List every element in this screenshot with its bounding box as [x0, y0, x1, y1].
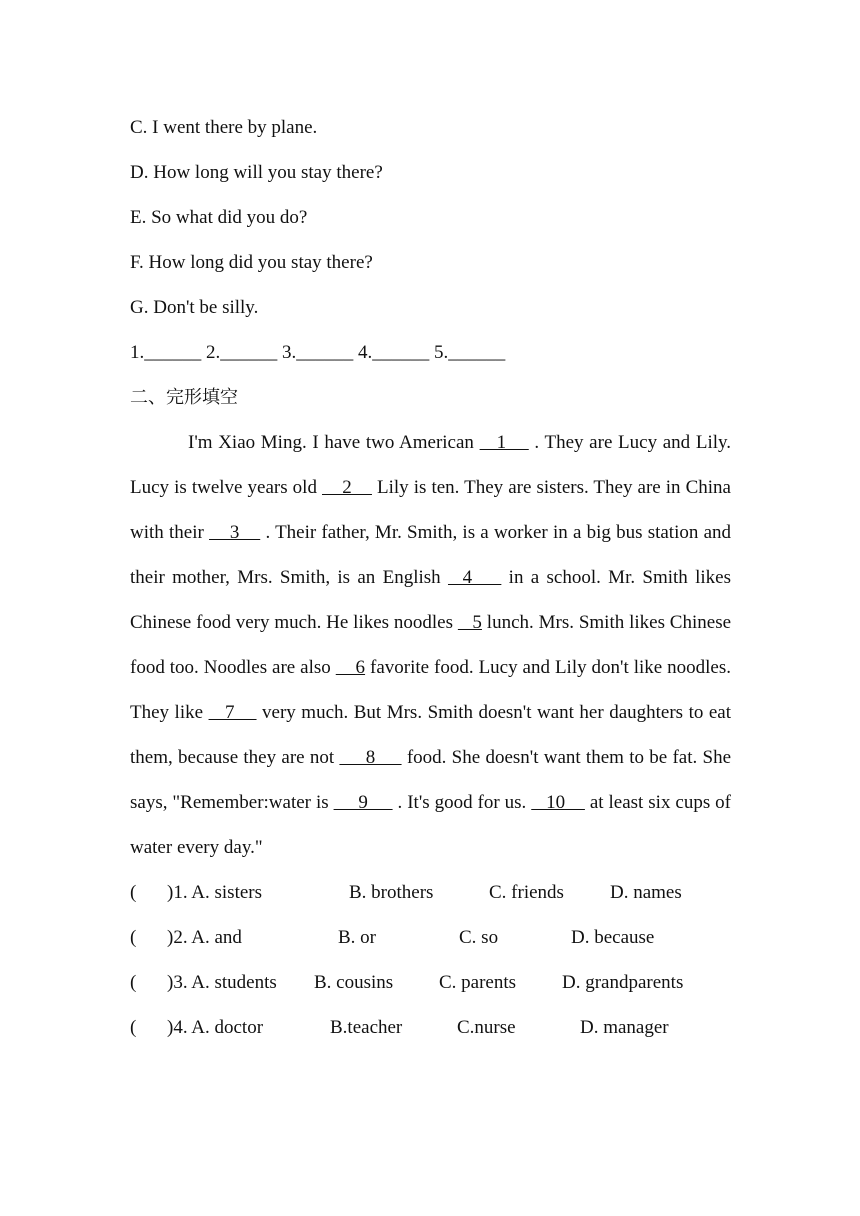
- passage-text: . Their father, Mr. Smith, is a worker in a big bus station and their mother, Mrs. Smith, is an English: [130, 522, 732, 588]
- question-option-c: C.nurse: [457, 1017, 516, 1038]
- blank-2: 2: [322, 477, 372, 498]
- question-option-c: C. so: [459, 927, 499, 948]
- question-option-c: C. parents: [439, 972, 517, 993]
- question-row: [130, 1005, 731, 1050]
- option-c: C. I went there by plane.: [130, 117, 318, 138]
- blank-1: 1: [479, 432, 529, 453]
- passage-text: at least six cups of water every day.": [130, 792, 732, 858]
- passage-text: Lily is ten. They are sisters. They are in China with their: [130, 477, 731, 543]
- blank-5: 5: [457, 612, 482, 633]
- question-option-a: )4. A. doctor: [167, 1017, 264, 1038]
- passage-text: in a school. Mr. Smith likes Chinese food very much. He likes noodles: [130, 567, 732, 633]
- question-option-d: D. grandparents: [562, 972, 684, 993]
- question-option-b: B. or: [338, 927, 376, 948]
- blank-6: 6: [335, 657, 366, 678]
- question-option-b: B.teacher: [330, 1017, 403, 1038]
- blank-10: 10: [531, 792, 585, 813]
- answer-paren: (: [130, 1017, 137, 1038]
- question-row: [130, 960, 731, 1005]
- question-option-d: D. manager: [580, 1017, 669, 1038]
- answer-paren: (: [130, 882, 137, 903]
- passage-text: lunch. Mrs. Smith likes Chinese food too. Noodles are also: [130, 612, 732, 678]
- option-g: G. Don't be silly.: [130, 297, 259, 318]
- passage-text: favorite food. Lucy and Lily don't like noodles. They like: [130, 657, 732, 723]
- document-page: [130, 105, 731, 1050]
- section-title: 二、完形填空: [130, 387, 238, 408]
- passage-text: very much. But Mrs. Smith doesn't want her daughters to eat them, because they are not: [130, 702, 731, 768]
- blank-3: 3: [209, 522, 261, 543]
- blank-4: 4: [447, 567, 502, 588]
- question-option-a: )1. A. sisters: [167, 882, 262, 903]
- option-e: E. So what did you do?: [130, 207, 308, 228]
- cloze-passage: [130, 420, 731, 870]
- question-option-b: B. cousins: [314, 972, 394, 993]
- question-row: [130, 870, 731, 915]
- question-option-a: )3. A. students: [167, 972, 277, 993]
- option-d: D. How long will you stay there?: [130, 162, 383, 183]
- option-f: F. How long did you stay there?: [130, 252, 373, 273]
- passage-text: . They are Lucy and Lily. Lucy is twelve years old: [130, 432, 732, 498]
- passage-text: . It's good for us.: [392, 792, 532, 813]
- answer-paren: (: [130, 972, 137, 993]
- passage-text: I'm Xiao Ming. I have two American: [188, 432, 480, 453]
- passage-text: food. She doesn't want them to be fat. She says, "Remember:water is: [130, 747, 731, 813]
- answer-paren: (: [130, 927, 137, 948]
- question-option-d: D. names: [610, 882, 682, 903]
- blank-8: 8: [339, 747, 402, 768]
- question-option-b: B. brothers: [349, 882, 434, 903]
- question-row: [130, 915, 731, 960]
- blank-9: 9: [333, 792, 393, 813]
- blank-7: 7: [208, 702, 257, 723]
- question-option-a: )2. A. and: [167, 927, 242, 948]
- question-option-d: D. because: [571, 927, 655, 948]
- answer-line: 1.______ 2.______ 3.______ 4.______ 5.______: [130, 342, 506, 363]
- question-option-c: C. friends: [489, 882, 564, 903]
